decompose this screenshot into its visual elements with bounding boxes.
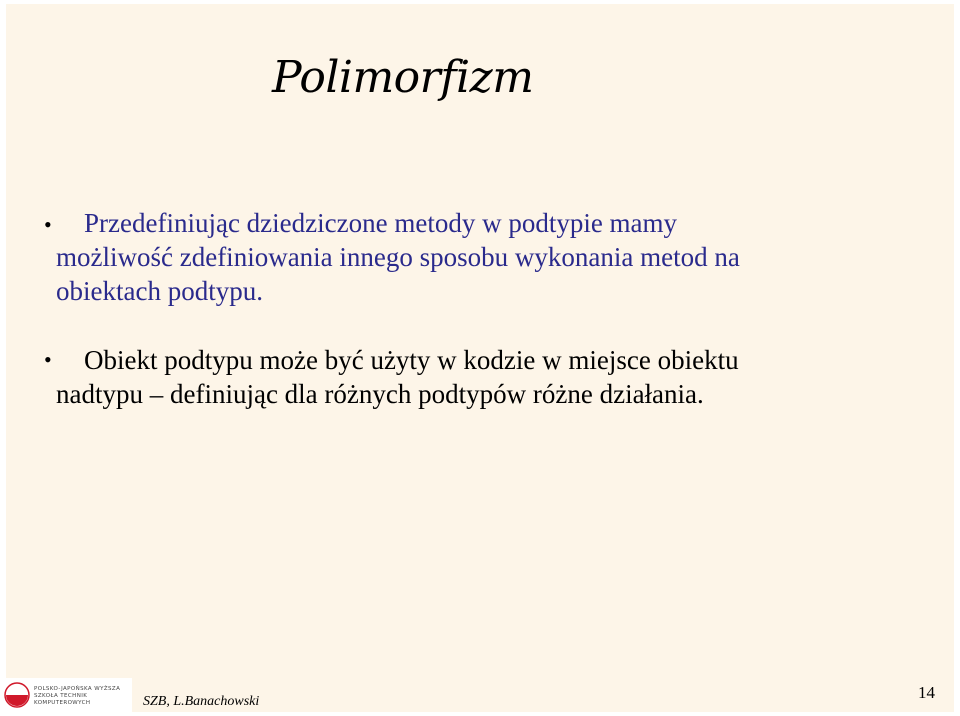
footer-author: SZB, L.Banachowski	[143, 694, 260, 709]
bullet-line: możliwość zdefiniowania innego sposobu wykonania metod na	[56, 242, 740, 272]
bullet-line: Przedefiniując dziedziczone metody w podtypie mamy	[84, 208, 678, 238]
bullet-dot-icon: •	[44, 347, 52, 372]
logo-text-line: POLSKO-JAPOŃSKA WYŻSZA	[34, 686, 121, 692]
bullet-item-2	[50, 343, 739, 411]
bullet-dot-icon: •	[44, 212, 52, 237]
school-logo-icon	[4, 682, 30, 708]
bullet-line: Obiekt podtypu może być użyty w kodzie w miejsce obiektu	[84, 345, 739, 375]
page-number: 14	[918, 683, 935, 702]
bullet-line: obiektach podtypu.	[56, 276, 263, 306]
slide-title: Polimorfizm	[272, 52, 534, 103]
logo-text-line: SZKOŁA TECHNIK KOMPUTEROWYCH	[34, 693, 91, 706]
school-logo	[0, 678, 132, 712]
bullet-line: nadtypu – definiując dla różnych podtypów różne działania.	[56, 379, 704, 409]
school-logo-text	[34, 686, 132, 707]
bullet-item-1	[50, 206, 740, 308]
